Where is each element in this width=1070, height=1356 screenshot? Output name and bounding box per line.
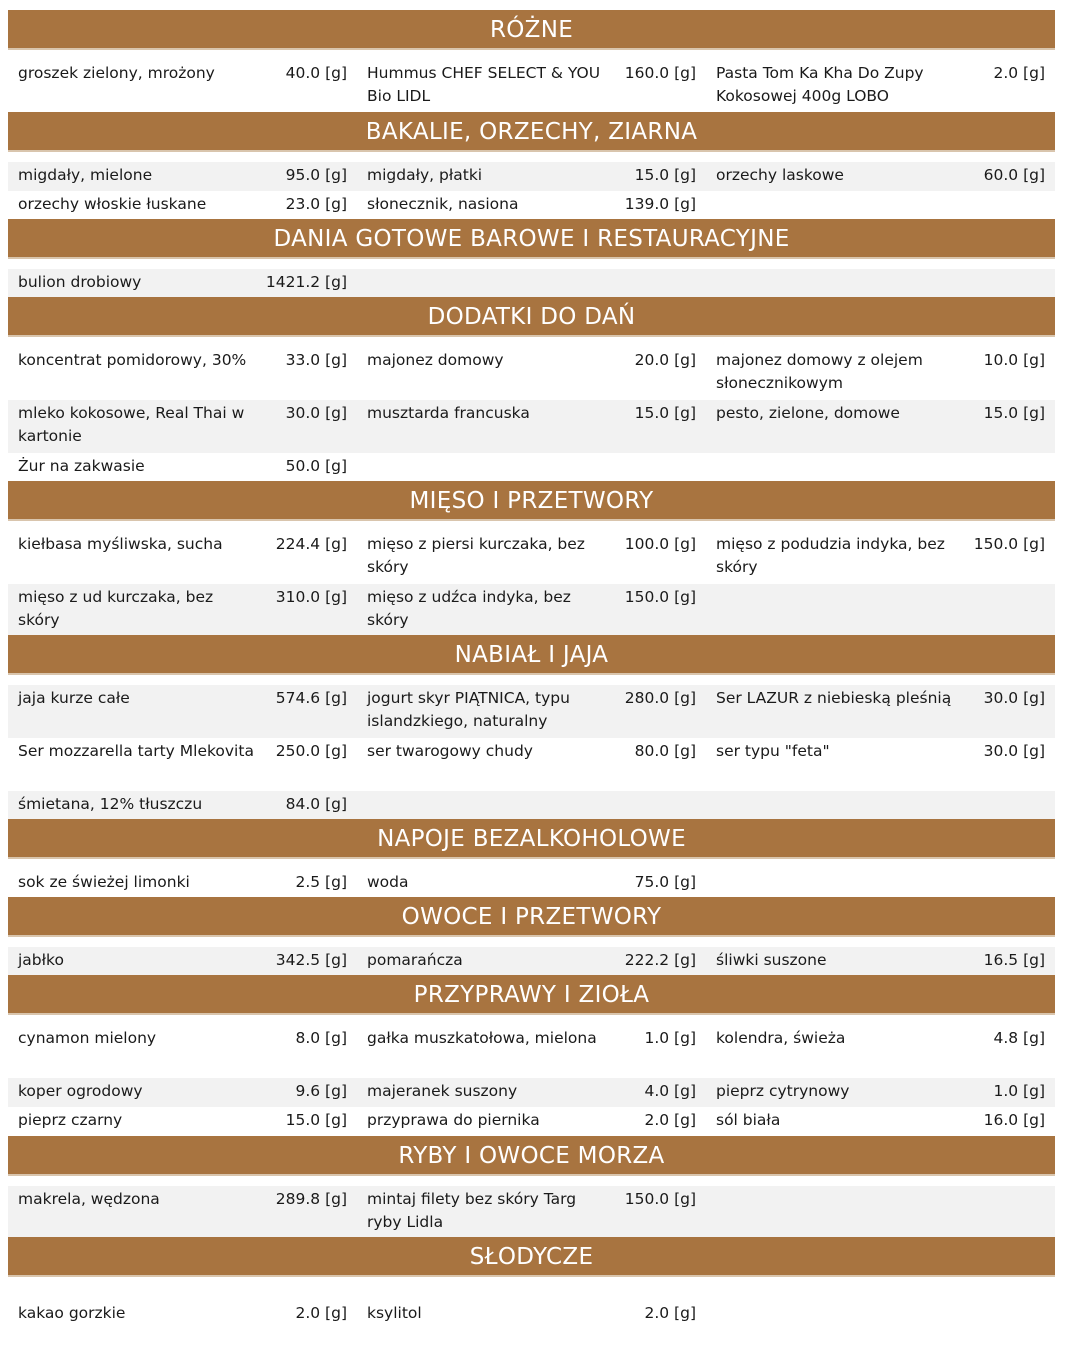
section-ryby [8,1136,1055,1239]
list-item [8,1188,357,1239]
item-quantity: 1.0 [g] [993,1082,1045,1100]
list-item [357,1188,706,1239]
item-name: makrela, wędzona [18,1190,160,1208]
list-item [357,62,706,115]
item-quantity: 2.0 [g] [295,1304,347,1322]
list-item [706,1080,1055,1107]
list-item [8,1109,357,1136]
item-name: mięso z udźca indyka, bez skóry [367,588,571,629]
item-name: pesto, zielone, domowe [716,404,900,422]
item-name: orzechy laskowe [716,166,844,184]
item-quantity: 84.0 [g] [285,795,347,813]
list-row [8,738,1055,791]
item-name: kakao gorzkie [18,1304,126,1322]
item-name: migdały, mielone [18,166,153,184]
item-name: ser typu "feta" [716,742,830,760]
item-name: mięso z piersi kurczaka, bez skóry [367,535,585,576]
list-item [706,740,1055,791]
item-quantity: 50.0 [g] [285,457,347,475]
list-item [706,164,1055,191]
list-item [357,687,706,738]
section-header: MIĘSO I PRZETWORY [8,481,1055,521]
list-item [8,740,357,791]
list-row [8,1107,1055,1136]
list-item [357,402,706,453]
list-row [8,162,1055,191]
item-quantity: 16.5 [g] [983,951,1045,969]
item-quantity: 100.0 [g] [624,535,696,553]
item-name: Pasta Tom Ka Kha Do Zupy Kokosowej 400g LOBO [716,64,924,105]
item-name: majeranek suszony [367,1082,518,1100]
item-name: przyprawa do piernika [367,1111,540,1129]
item-name: śliwki suszone [716,951,827,969]
item-name: cynamon mielony [18,1029,157,1047]
item-quantity: 310.0 [g] [275,588,347,606]
item-quantity: 30.0 [g] [285,404,347,422]
section-header: DANIA GOTOWE BAROWE I RESTAURACYJNE [8,219,1055,259]
item-name: koper ogrodowy [18,1082,143,1100]
list-item [706,1027,1055,1078]
list-item [706,349,1055,400]
list-item [357,871,706,899]
section-header: NAPOJE BEZALKOHOLOWE [8,819,1055,859]
list-item [8,793,357,819]
list-item [8,62,357,115]
list-item [357,949,706,977]
section-napoje [8,819,1055,899]
list-row [8,1078,1055,1107]
item-quantity: 4.8 [g] [993,1029,1045,1047]
item-quantity: 80.0 [g] [634,742,696,760]
item-quantity: 1421.2 [g] [265,273,347,291]
item-name: orzechy włoskie łuskane [18,195,207,213]
item-name: kolendra, świeża [716,1029,846,1047]
list-item [357,740,706,791]
item-name: słonecznik, nasiona [367,195,519,213]
item-quantity: 2.0 [g] [993,64,1045,82]
list-row [8,791,1055,819]
list-item [8,687,357,738]
item-quantity: 15.0 [g] [983,404,1045,422]
list-row [8,453,1055,482]
list-row [8,947,1055,977]
list-item [357,1109,706,1136]
item-name: mintaj filety bez skóry Targ ryby Lidla [367,1190,577,1231]
item-quantity: 139.0 [g] [624,195,696,213]
list-item [357,1080,706,1107]
section-owoce [8,897,1055,977]
list-row [8,584,1055,637]
list-item [8,455,357,482]
item-quantity: 15.0 [g] [634,404,696,422]
list-item [8,1027,357,1078]
list-item-empty [706,1188,1055,1239]
item-quantity: 342.5 [g] [275,951,347,969]
item-quantity: 8.0 [g] [295,1029,347,1047]
list-row [8,347,1055,400]
list-item [357,586,706,637]
item-quantity: 160.0 [g] [624,64,696,82]
item-quantity: 15.0 [g] [285,1111,347,1129]
list-item [8,1302,357,1340]
list-item [8,271,357,299]
item-name: Hummus CHEF SELECT & YOU Bio LIDL [367,64,601,105]
list-item [357,193,706,220]
list-item [706,1109,1055,1136]
list-row [8,531,1055,584]
item-quantity: 280.0 [g] [624,689,696,707]
item-quantity: 4.0 [g] [644,1082,696,1100]
list-item [706,402,1055,453]
item-name: majonez domowy z olejem słonecznikowym [716,351,923,392]
list-item [8,949,357,977]
item-name: mięso z ud kurczaka, bez skóry [18,588,214,629]
item-name: migdały, płatki [367,166,483,184]
item-quantity: 2.0 [g] [644,1111,696,1129]
list-item [706,687,1055,738]
item-name: pieprz czarny [18,1111,123,1129]
item-quantity: 33.0 [g] [285,351,347,369]
section-nabial [8,635,1055,819]
item-quantity: 16.0 [g] [983,1111,1045,1129]
item-quantity: 23.0 [g] [285,195,347,213]
section-header: PRZYPRAWY I ZIOŁA [8,975,1055,1015]
item-quantity: 1.0 [g] [644,1029,696,1047]
item-name: gałka muszkatołowa, mielona [367,1029,597,1047]
list-row [8,191,1055,220]
list-item [357,164,706,191]
list-item [8,349,357,400]
item-name: sól biała [716,1111,781,1129]
section-mieso [8,481,1055,637]
item-quantity: 75.0 [g] [634,873,696,891]
item-quantity: 95.0 [g] [285,166,347,184]
section-rozne [8,10,1055,115]
item-quantity: 30.0 [g] [983,742,1045,760]
list-item-empty [706,871,1055,899]
item-quantity: 222.2 [g] [624,951,696,969]
item-quantity: 289.8 [g] [275,1190,347,1208]
item-name: bulion drobiowy [18,273,142,291]
item-name: musztarda francuska [367,404,530,422]
item-quantity: 150.0 [g] [973,535,1045,553]
list-item [8,586,357,637]
section-header: BAKALIE, ORZECHY, ZIARNA [8,112,1055,152]
item-quantity: 40.0 [g] [285,64,347,82]
item-name: sok ze świeżej limonki [18,873,190,891]
item-name: mleko kokosowe, Real Thai w kartonie [18,404,245,445]
list-row [8,869,1055,899]
list-item [706,533,1055,584]
item-name: groszek zielony, mrożony [18,64,215,82]
item-name: jogurt skyr PIĄTNICA, typu islandzkiego, naturalny [367,689,570,730]
item-name: majonez domowy [367,351,504,369]
item-quantity: 150.0 [g] [624,588,696,606]
list-item [357,1027,706,1078]
list-row [8,1287,1055,1340]
item-quantity: 150.0 [g] [624,1190,696,1208]
item-name: jaja kurze całe [18,689,130,707]
item-name: śmietana, 12% tłuszczu [18,795,203,813]
item-name: woda [367,873,409,891]
list-row [8,60,1055,115]
section-dodatki [8,297,1055,482]
list-item [357,533,706,584]
section-dania-gotowe [8,219,1055,299]
item-name: Ser mozzarella tarty Mlekovita [18,742,254,760]
section-header: OWOCE I PRZETWORY [8,897,1055,937]
item-name: ksylitol [367,1304,422,1322]
item-name: jabłko [18,951,64,969]
list-item-empty [706,193,1055,220]
item-name: pieprz cytrynowy [716,1082,850,1100]
list-item [8,871,357,899]
section-slodycze [8,1237,1055,1340]
list-row [8,1186,1055,1239]
list-row [8,685,1055,738]
list-item [8,1080,357,1107]
section-header: SŁODYCZE [8,1237,1055,1277]
list-item [8,193,357,220]
item-quantity: 224.4 [g] [275,535,347,553]
item-name: Żur na zakwasie [18,457,145,475]
item-name: ser twarogowy chudy [367,742,533,760]
item-quantity: 20.0 [g] [634,351,696,369]
item-quantity: 250.0 [g] [275,742,347,760]
item-quantity: 2.5 [g] [295,873,347,891]
list-item [357,1302,706,1340]
item-name: pomarańcza [367,951,463,969]
item-name: mięso z podudzia indyka, bez skóry [716,535,945,576]
list-item [8,402,357,453]
item-quantity: 60.0 [g] [983,166,1045,184]
section-header: NABIAŁ I JAJA [8,635,1055,675]
item-name: koncentrat pomidorowy, 30% [18,351,247,369]
list-item [357,349,706,400]
list-item [8,164,357,191]
section-przyprawy [8,975,1055,1136]
item-name: Ser LAZUR z niebieską pleśnią [716,689,952,707]
list-row [8,400,1055,453]
list-item [706,949,1055,977]
section-header: RÓŻNE [8,10,1055,50]
item-quantity: 30.0 [g] [983,689,1045,707]
item-quantity: 574.6 [g] [275,689,347,707]
item-name: kiełbasa myśliwska, sucha [18,535,223,553]
section-header: DODATKI DO DAŃ [8,297,1055,337]
item-quantity: 10.0 [g] [983,351,1045,369]
section-header: RYBY I OWOCE MORZA [8,1136,1055,1176]
list-row [8,1025,1055,1078]
item-quantity: 2.0 [g] [644,1304,696,1322]
list-item-empty [706,1302,1055,1340]
list-item [8,533,357,584]
item-quantity: 15.0 [g] [634,166,696,184]
list-row [8,269,1055,299]
list-item-empty [706,586,1055,637]
section-bakalie [8,112,1055,220]
list-item [706,62,1055,115]
item-quantity: 9.6 [g] [295,1082,347,1100]
